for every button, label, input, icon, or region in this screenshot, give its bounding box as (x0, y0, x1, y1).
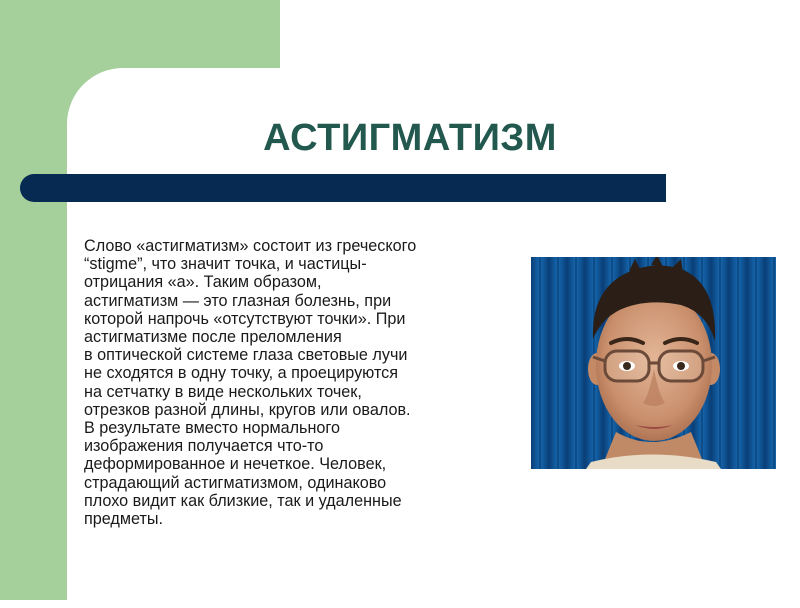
body-line: Слово «астигматизм» состоит из греческого (84, 237, 417, 255)
boy-with-glasses-photo (531, 257, 776, 469)
body-line: “stigme”, что значит точка, и частицы- (84, 255, 367, 274)
body-line: не сходятся в одну точку, а проецируются (84, 364, 399, 383)
body-line: которой напрочь «отсутствуют точки». При (84, 309, 406, 328)
body-line: предметы. (84, 510, 164, 529)
body-line: отрицания «а». Таким образом, (84, 273, 322, 292)
slide-title: АСТИГМАТИЗМ (263, 117, 557, 159)
body-line: на сетчатку в виде нескольких точек, (84, 382, 362, 401)
body-line: плохо видит как близкие, так и удаленные (84, 491, 402, 510)
body-line: страдающий астигматизмом, одинаково (84, 473, 387, 492)
body-line: в оптической системе глаза световые лучи (84, 346, 408, 365)
slide-body-text (84, 237, 524, 528)
title-divider-bar (20, 174, 666, 202)
body-line: изображения получается что-то (84, 437, 324, 456)
body-line: деформированное и нечеткое. Человек, (84, 455, 387, 474)
body-line: отрезков разной длины, кругов или овалов. (84, 400, 411, 419)
body-line: В результате вместо нормального (84, 419, 340, 438)
body-line: астигматизме после преломления (84, 328, 342, 347)
body-line: астигматизм — это глазная болезнь, при (84, 291, 392, 310)
